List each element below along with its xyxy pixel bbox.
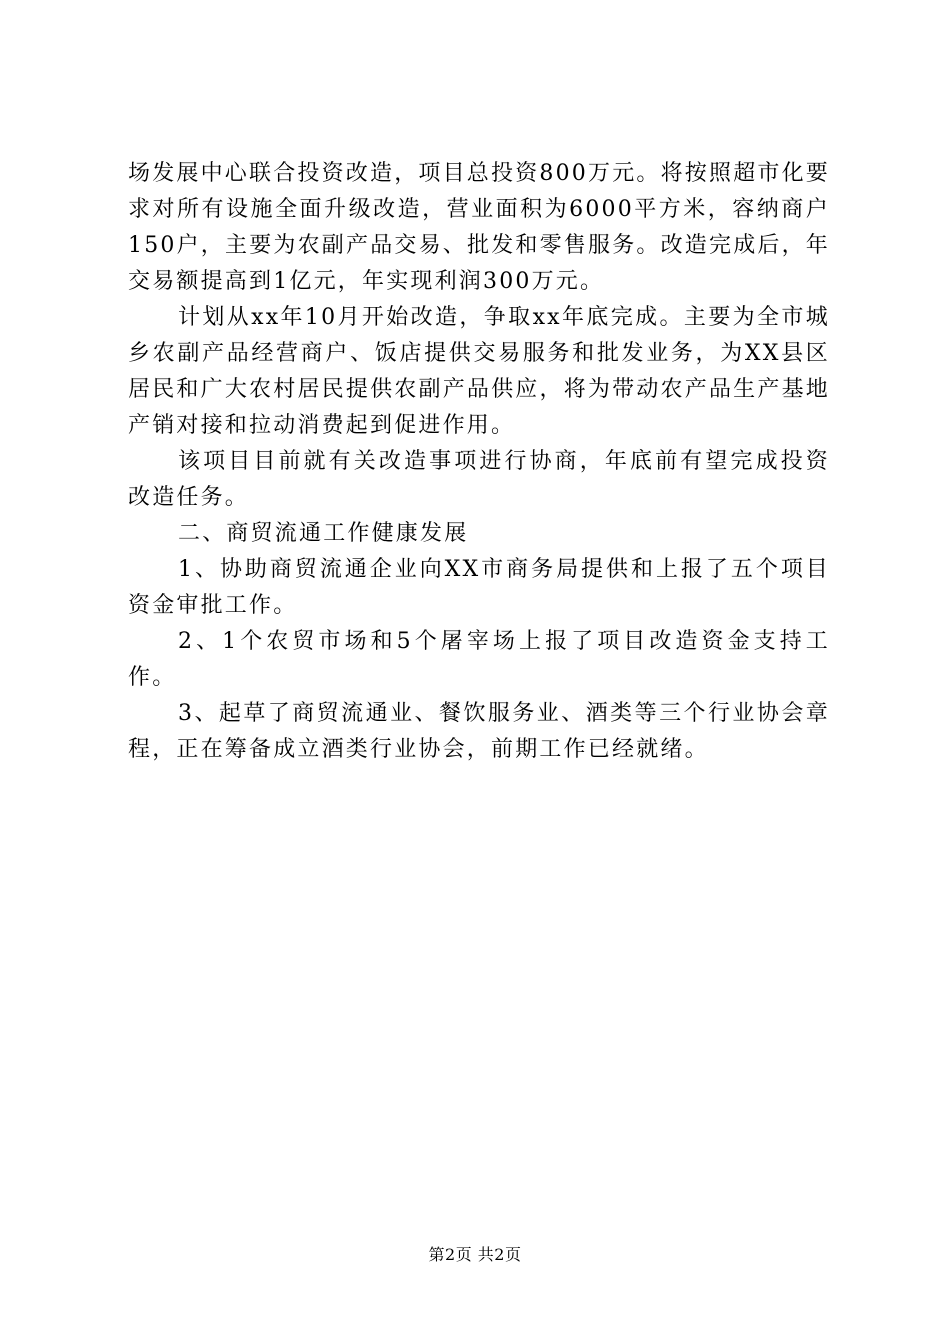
page-number-footer: 第2页 共2页 (428, 1245, 522, 1264)
list-item-2: 2、1个农贸市场和5个屠宰场上报了项目改造资金支持工作。 (128, 629, 830, 690)
paragraph-project-investment: 场发展中心联合投资改造，项目总投资800万元。将按照超市化要求对所有设施全面升级改造，营业面积为6000平方米，容纳商户150户，主要为农副产品交易、批发和零售服务。改造完成后，年交易额提高到1亿元，年实现利润300万元。 (128, 161, 830, 294)
list-item-1: 1、协助商贸流通企业向XX市商务局提供和上报了五个项目资金审批工作。 (128, 557, 830, 618)
paragraph-renovation-plan: 计划从xx年10月开始改造，争取xx年底完成。主要为全市城乡农副产品经营商户、饭店提供交易服务和批发业务，为XX县区居民和广大农村居民提供农副产品供应，将为带动农产品生产基地产销对接和拉动消费起到促进作用。 (128, 305, 830, 438)
document-body (128, 156, 830, 768)
paragraph-negotiation-status: 该项目目前就有关改造事项进行协商，年底前有望完成投资改造任务。 (128, 449, 830, 510)
section-heading-commerce: 二、商贸流通工作健康发展 (178, 521, 469, 546)
list-item-3: 3、起草了商贸流通业、餐饮服务业、酒类等三个行业协会章程，正在筹备成立酒类行业协会，前期工作已经就绪。 (128, 701, 830, 762)
